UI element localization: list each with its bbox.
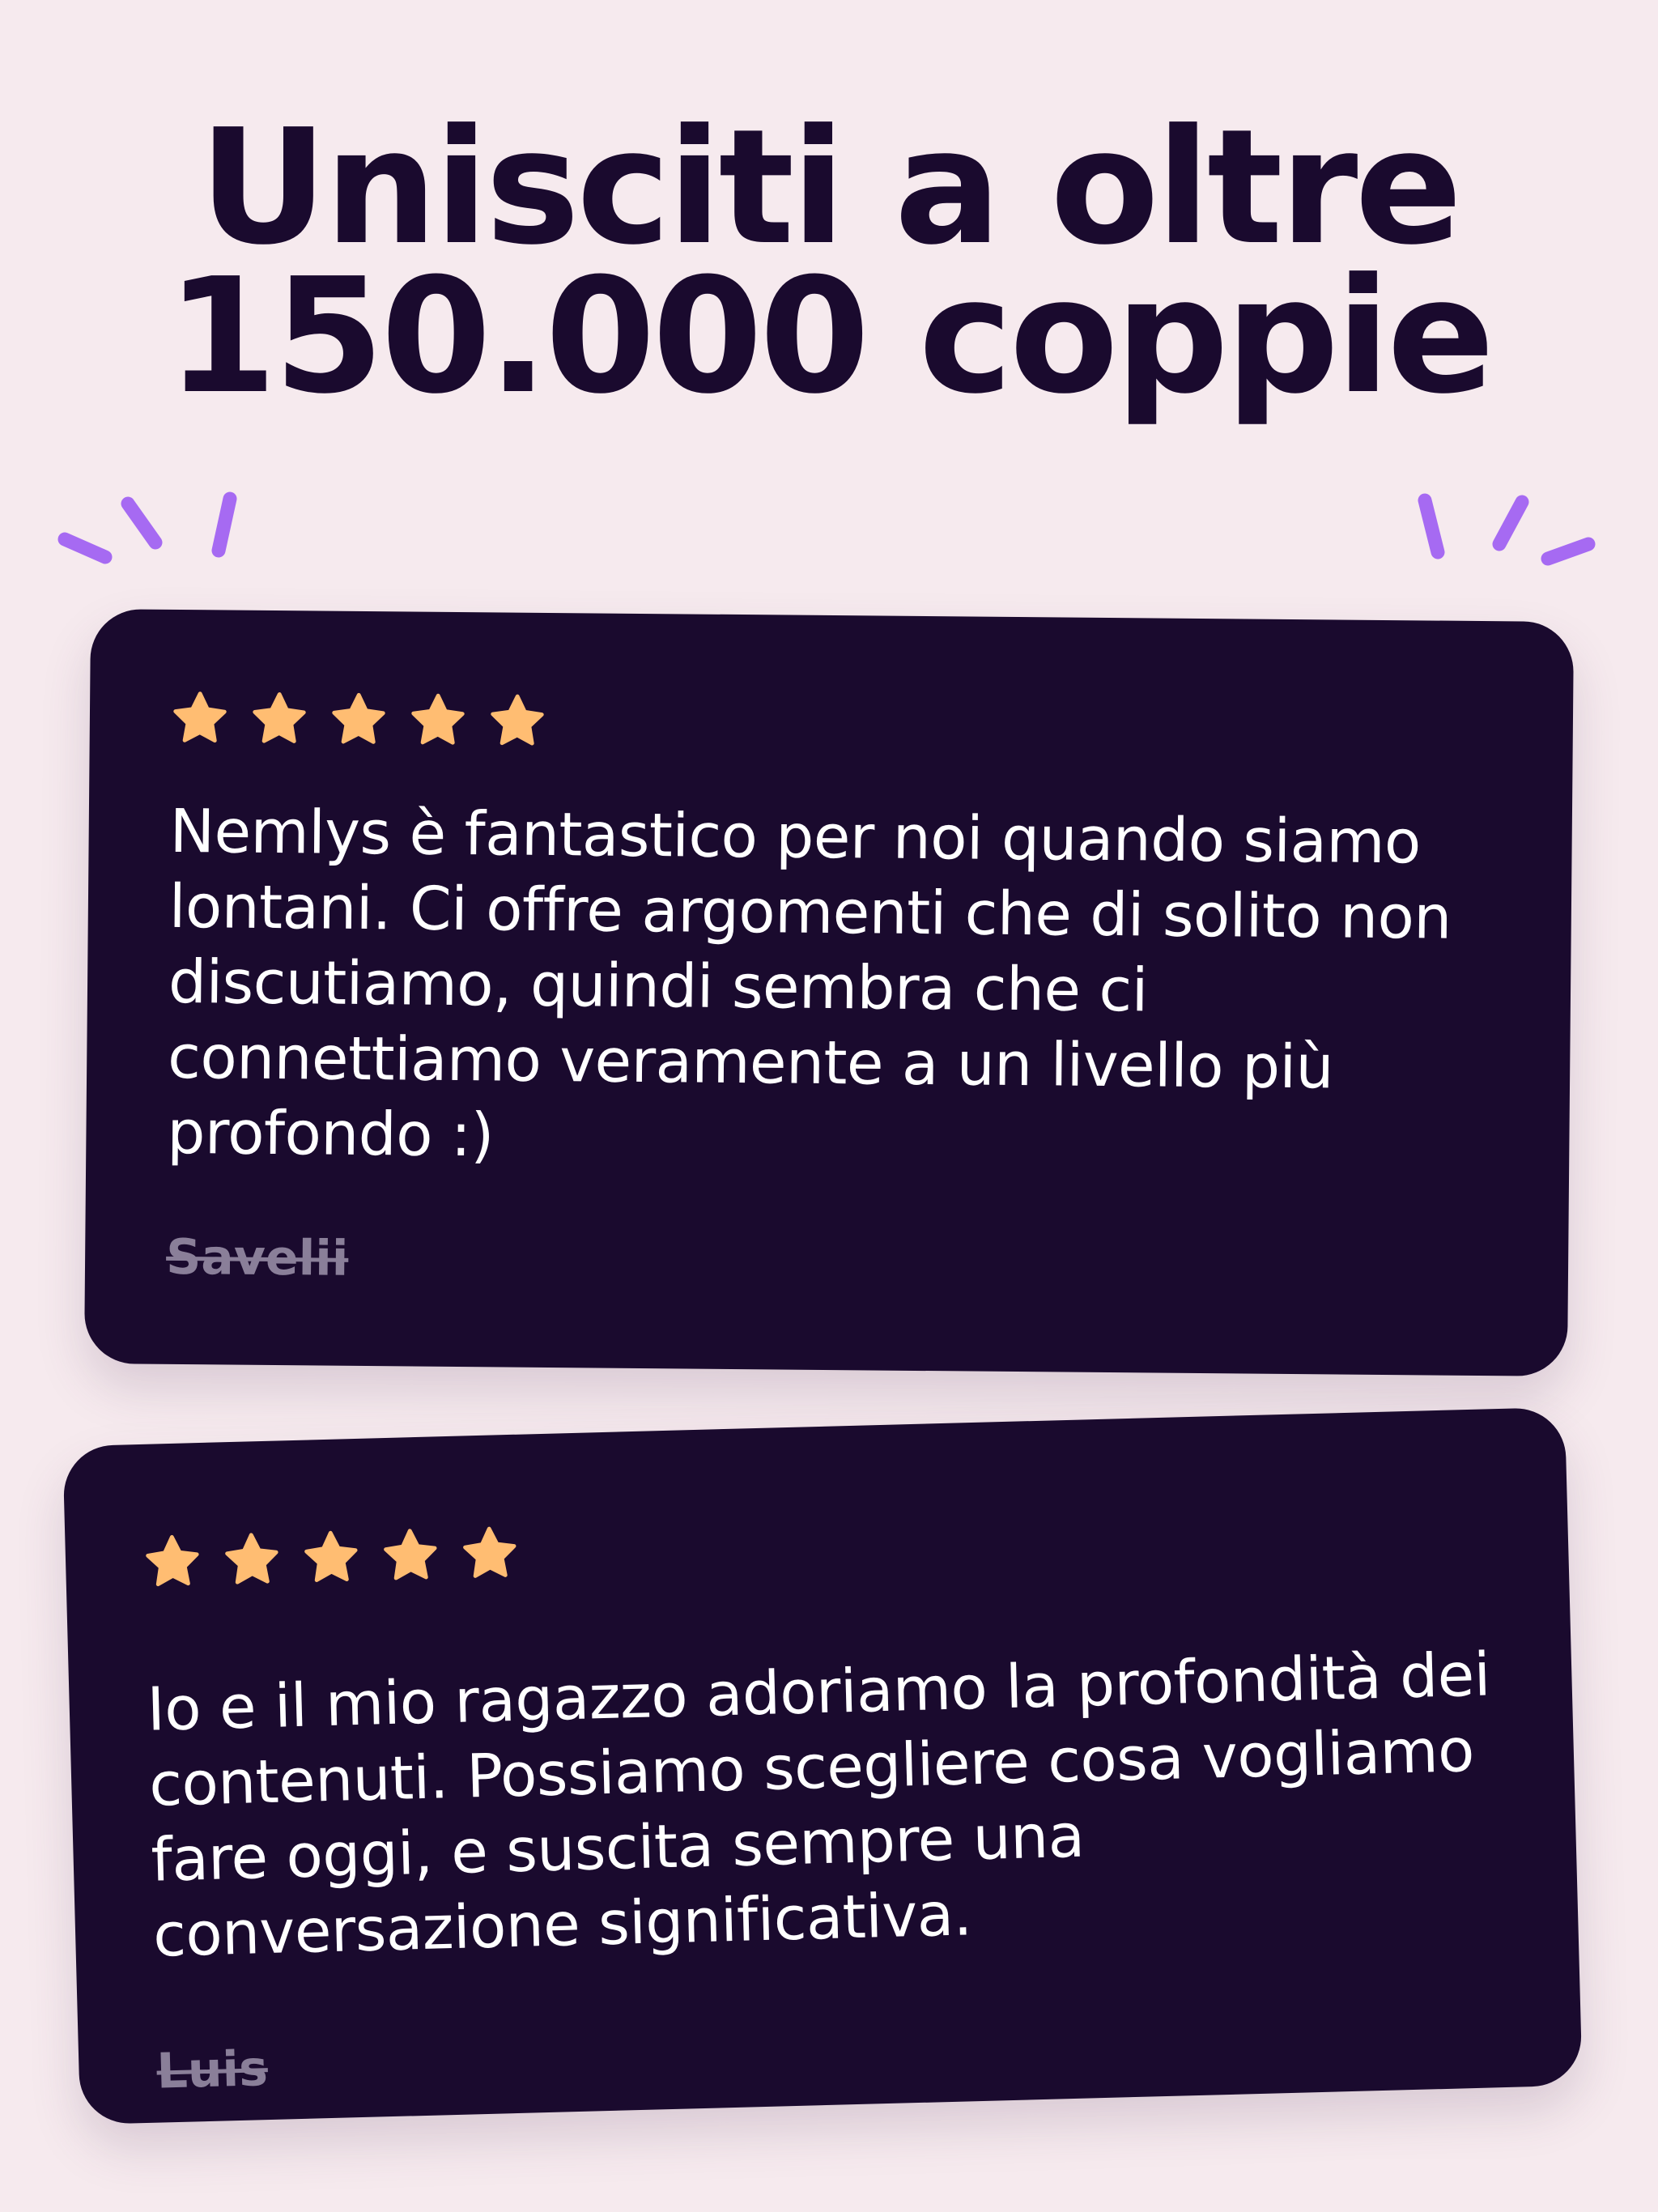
star-rating	[171, 687, 1485, 760]
star-icon	[460, 1524, 520, 1584]
sparkle-right-2-icon	[1499, 502, 1522, 544]
page-title	[0, 96, 1658, 429]
review-text: Nemlys è fantastico per noi quando siamo lontani. Ci offre argomenti che di solito non discutiamo, quindi sembra che ci connettiamo veramente a un livello più profondo :)	[167, 796, 1452, 1171]
star-icon	[222, 1529, 282, 1589]
star-icon	[409, 691, 468, 750]
star-icon	[329, 691, 389, 750]
sparkle-right-1-icon	[1425, 500, 1438, 552]
headline-line-1: Unisciti a oltre	[198, 96, 1460, 280]
review-card	[84, 609, 1574, 1376]
sparkle-left-1-icon	[65, 539, 105, 557]
star-icon	[488, 691, 547, 751]
star-icon	[380, 1525, 440, 1585]
review-card	[62, 1407, 1582, 2125]
star-icon	[250, 690, 309, 749]
sparkle-left-2-icon	[128, 504, 155, 542]
star-rating	[142, 1496, 1487, 1593]
sparkle-left-3-icon	[219, 499, 230, 551]
star-icon	[142, 1532, 202, 1592]
star-icon	[301, 1528, 361, 1588]
sparkle-right-3-icon	[1548, 544, 1588, 559]
review-text: Io e il mio ragazzo adoriamo la profondità dei contenuti. Possiamo scegliere cosa vogliamo fare oggi, e suscita sempre una conversazione significativa.	[146, 1640, 1491, 1971]
review-author: Savelii	[165, 1228, 349, 1287]
headline-line-2: 150.000 coppie	[166, 245, 1492, 429]
review-author: Luis	[155, 2040, 269, 2100]
star-icon	[171, 689, 230, 748]
